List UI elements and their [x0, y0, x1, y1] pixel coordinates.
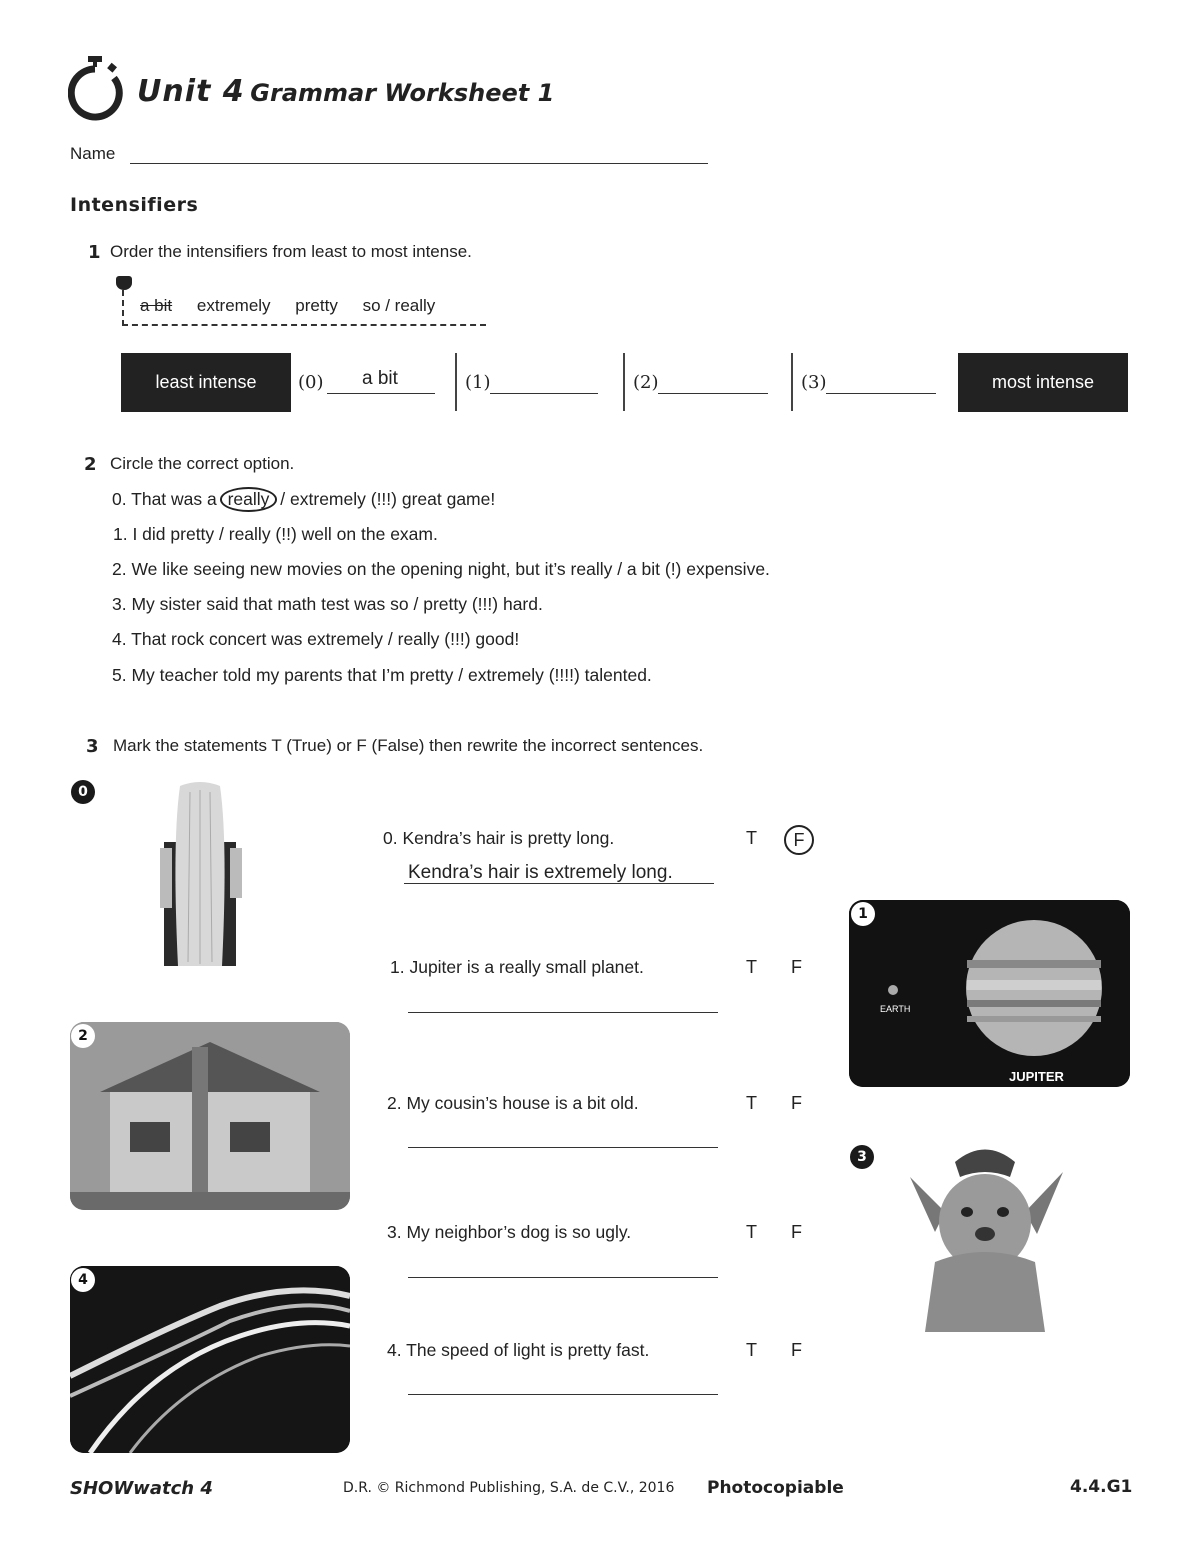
- long-hair-girl-image: [150, 782, 250, 966]
- image-badge: 4: [71, 1268, 95, 1292]
- true-option[interactable]: T: [746, 957, 757, 977]
- photocopiable-label: Photocopiable: [707, 1478, 844, 1498]
- image-badge: 1: [851, 902, 875, 926]
- name-label: Name: [70, 144, 116, 163]
- ex1-number: 1: [88, 242, 101, 263]
- page-code: 4.4.G1: [1070, 1477, 1133, 1497]
- divider: [623, 353, 625, 411]
- slot-answer-line[interactable]: [826, 393, 936, 394]
- pin-icon: [116, 276, 132, 290]
- rewrite-answer: Kendra’s hair is extremely long.: [408, 862, 673, 883]
- ugly-dog-image: [905, 1142, 1065, 1332]
- earth-label: EARTH: [880, 1004, 911, 1014]
- stopwatch-logo-icon: [68, 56, 126, 122]
- divider: [455, 353, 457, 411]
- slot-answer-line[interactable]: [490, 393, 598, 394]
- ex3-item: 2. My cousin’s house is a bit old.: [387, 1093, 639, 1113]
- rewrite-line[interactable]: [408, 1394, 718, 1395]
- ex2-number: 2: [84, 454, 97, 475]
- ex3-item: 1. Jupiter is a really small planet.: [390, 957, 644, 977]
- ex3-number: 3: [86, 736, 99, 757]
- word-item: pretty: [295, 296, 338, 315]
- ex2-item-post: / extremely (!!!) great game!: [275, 489, 496, 509]
- most-intense-label: most intense: [958, 353, 1128, 412]
- ex2-item: [112, 489, 495, 510]
- slot-answer: a bit: [362, 368, 398, 389]
- ex3-instruction: Mark the statements T (True) or F (False) then rewrite the incorrect sentences.: [113, 736, 704, 755]
- ex2-instruction: Circle the correct option.: [110, 454, 295, 473]
- least-intense-label: least intense: [121, 353, 291, 412]
- rewrite-line[interactable]: [408, 1277, 718, 1278]
- slot-answer-line[interactable]: [327, 393, 435, 394]
- unit-label: Unit 4: [137, 74, 245, 109]
- rewrite-line[interactable]: [408, 1147, 718, 1148]
- image-badge: 0: [71, 780, 95, 804]
- copyright-text: D.R. © Richmond Publishing, S.A. de C.V., 2016: [343, 1480, 675, 1496]
- slot-label: (1): [465, 372, 491, 393]
- section-title: Intensifiers: [70, 194, 199, 216]
- false-option[interactable]: F: [791, 1340, 802, 1360]
- divider: [791, 353, 793, 411]
- worksheet-title: [137, 74, 554, 109]
- ex2-item-pre: 0. That was a: [112, 489, 222, 509]
- ex2-item[interactable]: 4. That rock concert was extremely / really (!!!) good!: [112, 629, 520, 649]
- false-option[interactable]: F: [791, 1222, 802, 1242]
- image-badge: 2: [71, 1024, 95, 1048]
- word-list: [140, 296, 455, 316]
- title-label: Grammar Worksheet 1: [250, 79, 555, 107]
- ex2-item[interactable]: 5. My teacher told my parents that I’m pretty / extremely (!!!!) talented.: [112, 665, 652, 685]
- jupiter-image: [849, 900, 1130, 1087]
- true-option[interactable]: T: [746, 1340, 757, 1360]
- word-item: extremely: [196, 296, 271, 315]
- circled-option[interactable]: really: [220, 487, 278, 512]
- rewrite-line[interactable]: [408, 1012, 718, 1013]
- slot-label: (3): [801, 372, 827, 393]
- ex3-item: 4. The speed of light is pretty fast.: [387, 1340, 650, 1360]
- ex1-instruction: Order the intensifiers from least to most intense.: [110, 242, 472, 261]
- ex2-item[interactable]: 1. I did pretty / really (!!) well on the exam.: [113, 524, 438, 544]
- true-option[interactable]: T: [746, 1222, 757, 1242]
- true-option[interactable]: T: [746, 1093, 757, 1113]
- jupiter-label: JUPITER: [1009, 1069, 1064, 1084]
- ex3-item: 3. My neighbor’s dog is so ugly.: [387, 1222, 632, 1242]
- ex3-item: 0. Kendra’s hair is pretty long.: [383, 828, 615, 848]
- light-trails-image: [70, 1266, 350, 1453]
- ex2-item[interactable]: 2. We like seeing new movies on the opening night, but it’s really / a bit (!) expensive.: [112, 559, 770, 579]
- rewrite-line[interactable]: [404, 883, 714, 884]
- slot-label: (2): [633, 372, 659, 393]
- false-option[interactable]: F: [791, 1093, 802, 1113]
- false-option-circled[interactable]: F: [784, 825, 814, 855]
- true-option[interactable]: T: [746, 828, 757, 848]
- name-field[interactable]: [130, 163, 708, 164]
- false-option[interactable]: F: [791, 957, 802, 977]
- word-item: so / really: [362, 296, 436, 315]
- slot-label: (0): [298, 372, 324, 393]
- word-item: a bit: [140, 296, 173, 315]
- slot-answer-line[interactable]: [658, 393, 768, 394]
- brand-logo: SHOWwatch 4: [70, 1478, 213, 1499]
- house-image: [70, 1022, 350, 1210]
- image-badge: 3: [850, 1145, 874, 1169]
- ex2-item[interactable]: 3. My sister said that math test was so / pretty (!!!) hard.: [112, 594, 543, 614]
